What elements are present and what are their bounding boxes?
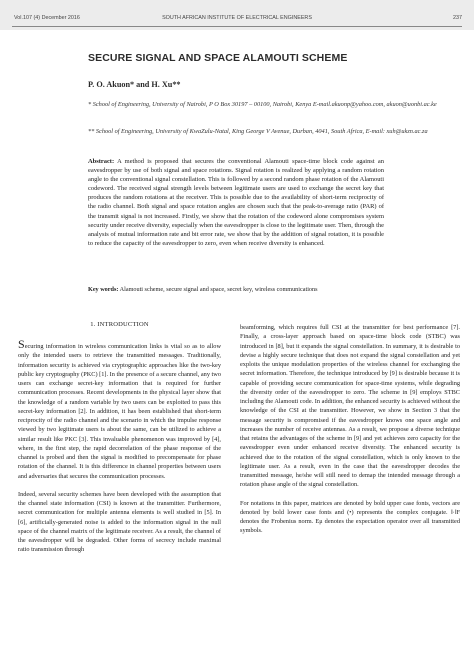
intro-paragraph-1 (18, 337, 222, 481)
left-column (18, 337, 222, 555)
abstract-text: A method is proposed that secures the conventional Alamouti space-time block code against an eavesdropper by use of both signal and space rotations. Signal rotation is realized by applying a random rotation angle to the conventional signal constellation. This is followed by a second random phase rotation of the Alamouti codeword. The received signal strength levels between legitimate users are used to exchange the secret key that produces the random rotations at the receiver. This is possible due to the availability of short-term reciprocity of the radio channel. Both signal and space rotation angles are chosen such that the peak-to-average ratio (PAR) of the transmit signal is not increased. Firstly, we show that the rotation of the codeword alone compromises system security under receive diversity, especially when the eavesdropper is close to the legitimate user. Then, through the analysis of mutual information rate and bit error rate, we show that by the addition of signal rotation, it is possible to reduce the capacity of the eavesdropper to zero, even when receive diversity is enhanced. (88, 158, 384, 247)
header-rule (12, 26, 462, 27)
page-number: 237 (453, 15, 462, 21)
intro-paragraph-1-text: ecuring information in wireless communication links is vital so as to allow only the intended users to retrieve the transmitted messages. Traditionally, information security is achieved via cryptographic approaches like the two-key public key cryptography (PKC) [1]. In the presence of a secure channel, any two users can exchange secret-key information that is required for further communication processes. Recent developments in the physical layer show that the knowledge of a random variable by two users can be exploited to pass this secret-key information [2]. In addition, it has been established that short-term reciprocity of the radio channel and the scenario in which the impulse response viewed by two legitimate users is about the same, can be utilized to achieve a similar result like PKC [3]. This invaluable phenomenon was improved by [4], where, in the first step, the rapid decorrelation of the phase response of the channel is probed and then the signal is modified to precompensate for phase rotation of the channel. It is this difference in channel properties between users and adversaries that secures the communication processes. (18, 343, 222, 480)
keywords (88, 286, 418, 293)
drop-cap: S (18, 337, 25, 351)
intro-paragraph-2: Indeed, several security schemes have been developed with the assumption that the channel state information (CSI) is known at the transmitter. Furthermore, secret communication for multiple antenna elements is well studied in [5]. In [6], artificially-generated noise is added to the information signal in the null space of the channel matrix of the legitimate receiver. As a result, the channel of the eavesdropper will be degraded. Other forms of secrecy include maximal ratio transmission through (18, 490, 221, 554)
keywords-label: Key words: (88, 286, 119, 293)
keywords-text: Alamouti scheme, secure signal and space, secret key, wireless communications (119, 286, 318, 293)
section-heading: 1. INTRODUCTION (90, 321, 149, 328)
intro-paragraph-3: beamforming, which requires full CSI at the transmitter for best performance [7]. Finally, a cross-layer approach based on space-time block code (STBC) was introduced in [8], but it expands the signal constellation. In summary, it is desirable to devise a highly secure technique that does not expand the signal constellation and yet exploits the unique modulation properties of the wireless channel for exchanging the secret information. Therefore, the technique introduced by [9] is desirable because it is capable of providing secure communication for space-time systems, while degrading the diversity order of the eavesdropper to zero. The scheme in [9] employs STBC including the Alamouti code. In addition, the enhanced security is achieved without the knowledge of the CSI at the transmitter. However, we show in Section 3 that the message security is compromised if the eavesdropper knows one space angle and increases the number of receive antennas. As a result, we propose a diverse technique that retains the advantages of the scheme in [9] and yet achieves zero capacity for the eavesdropper even under enhanced receive diversity. The enhanced security is achieved due to the rotation of the signal constellation, which is only known to the legitimate user. As a result, even in the case that the eavesdropper decodes the transmitted message, he/she will still need to demap the intended message through a rotation phase angle of the signal constellation. (240, 324, 460, 489)
abstract-label: Abstract: (88, 158, 115, 165)
journal-volume: Vol.107 (4) December 2016 (14, 15, 80, 21)
paper-title: SECURE SIGNAL AND SPACE ALAMOUTI SCHEME (88, 52, 348, 64)
intro-paragraph-4: For notations in this paper, matrices are denoted by bold upper case fonts, vectors are denoted by bold lower case fonts and (•) represents the complex conjugate. ‖·‖F denotes the Frobenius norm. Eμ denotes the expectation operator over all transmitted symbols. (240, 499, 460, 535)
right-column (240, 323, 460, 536)
paper-authors: P. O. Akuon* and H. Xu** (88, 80, 181, 89)
abstract (88, 157, 384, 248)
affiliation-1: * School of Engineering, University of Nairobi, P O Box 30197 – 00100, Nairobi, Kenya E-mail.akuonp@yahoo.com, akuon@uonbi.ac.ke (88, 101, 437, 108)
journal-name: SOUTH AFRICAN INSTITUTE OF ELECTRICAL ENGINEERS (162, 15, 312, 21)
affiliation-2: ** School of Engineering, University of KwaZulu-Natal, King George V Avenue, Durban, 4041, South Africa, E-mail: xuh@ukzn.ac.za (88, 128, 428, 135)
running-header (0, 15, 474, 24)
